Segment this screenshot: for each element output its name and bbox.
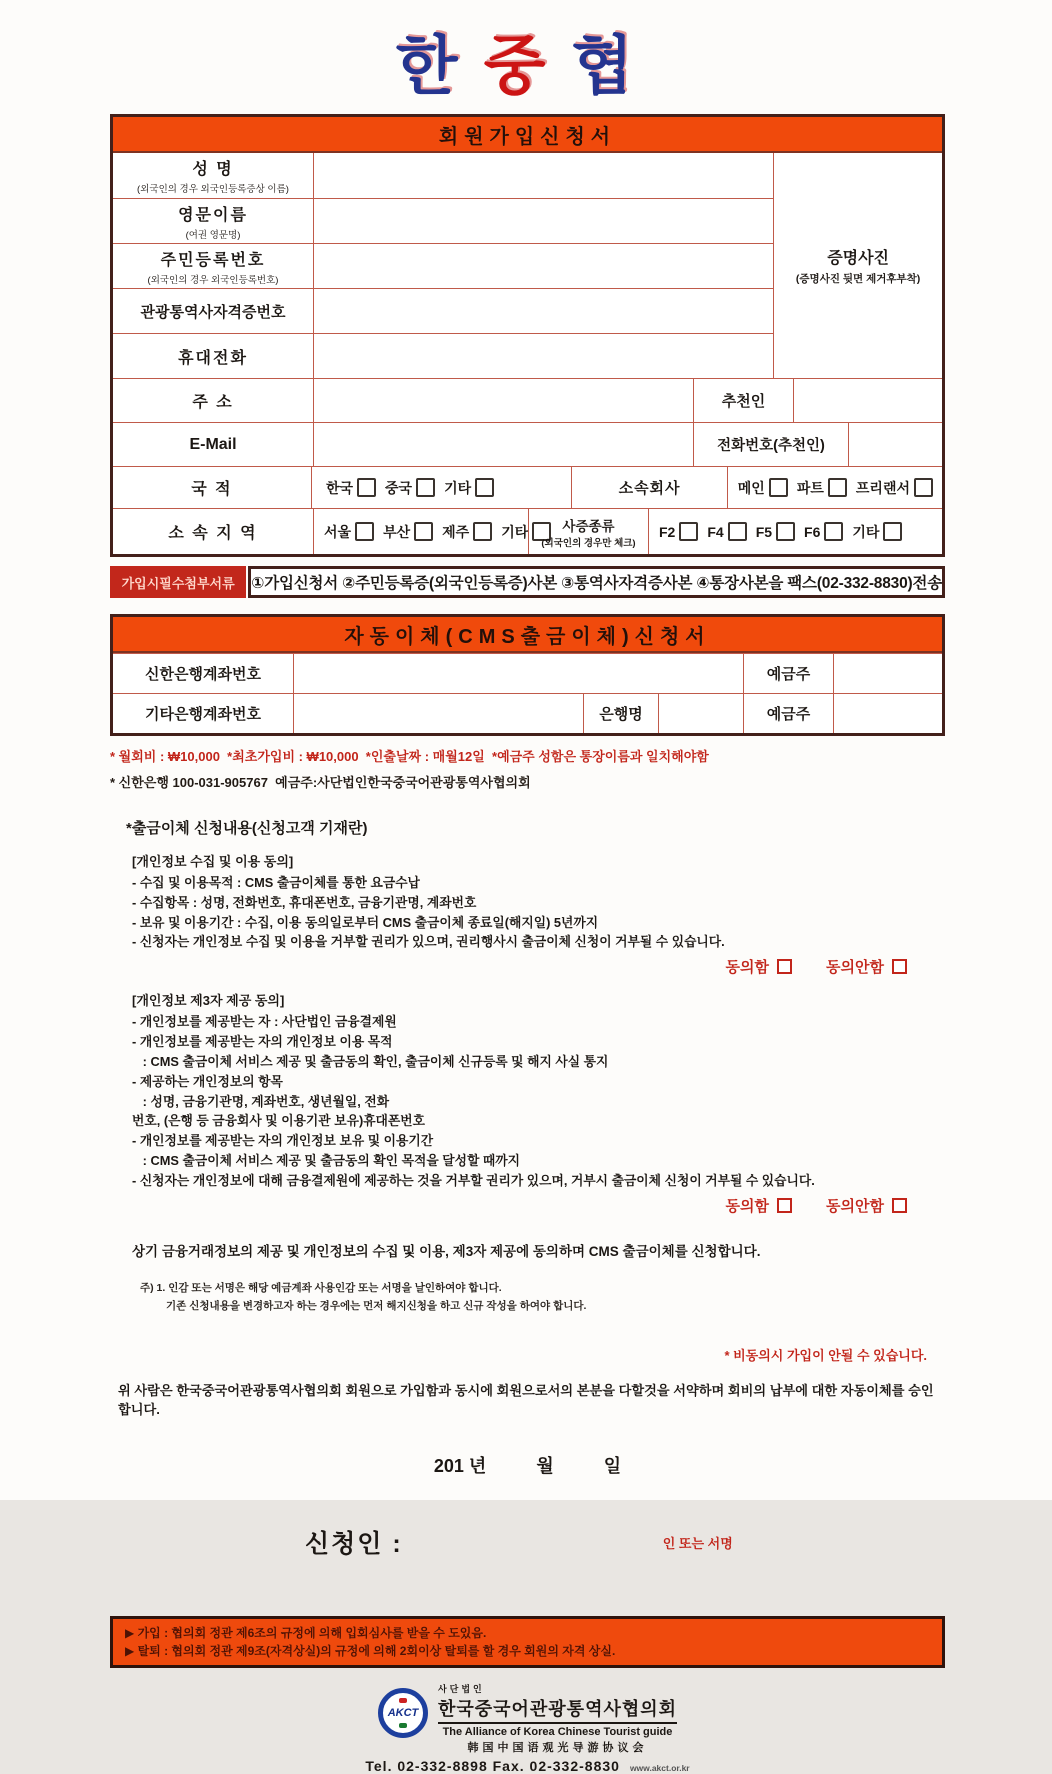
holder-label-2: 예금주 [743,694,833,733]
notice-label: 가입시필수첨부서류 [110,566,246,598]
checkbox-option [383,522,433,542]
non-consent-warning: * 비동의시 가입이 안될 수 있습니다. [724,1348,927,1364]
title-letter: 중 [483,30,572,102]
privacy-collection-consent-block: [개인정보 수집 및 이용 동의] - 수집 및 이용목적 : CMS 출금이체를 통한 요금수납 - 수집항목 : 성명, 전화번호, 휴대폰번호, 금융기관명, 계좌번호 - 보유 및 이용기간 : 수집, 이용 동의일로부터 CMS 출금이체 종료일(해지일) 5년까지 - 신청자는 개인정보 수집 및 이용을 거부할 권리가 있으며, 권리행사시 출금이체 신청이 거부될 수 있습니다. [132,851,945,952]
name-row [113,153,773,198]
consent-line: : 성명, 금융기관명, 계좌번호, 생년월일, 전화 [132,1093,390,1109]
notice-text: ①가입신청서 ②주민등록증(외국인등록증)사본 ③통역사자격증사본 ④통장사본을 팩스(02-332-8830)전송 [248,566,945,598]
checkbox-option [738,478,788,498]
license-input-cell[interactable] [313,289,773,333]
title-letter: 협 [571,30,660,102]
checkbox-option [442,522,492,542]
akct-logo: AKCT [378,1688,428,1738]
agree-checkbox[interactable] [777,959,792,974]
membership-form [110,114,945,557]
withdrawal-request-section-title: *출금이체 신청내용(신청고객 기재란) [126,820,368,837]
address-input-cell[interactable] [313,379,693,422]
org-name-chinese: 韩国中国语观光导游协议会 [467,1742,648,1755]
checkbox-option [756,522,795,541]
other-account-label: 기타은행계좌번호 [145,706,261,723]
shinhan-account-label: 신한은행계좌번호 [145,666,261,683]
checkbox-label: 기타 [852,523,880,540]
checkbox[interactable] [769,478,788,497]
nationality-row [113,466,942,508]
other-account-row [113,693,942,733]
photo-attach-cell[interactable]: 증명사진 (증명사진 뒷면 제거후부착) [773,153,942,378]
email-input-cell[interactable] [313,423,693,466]
checkbox-label: 서울 [324,523,352,540]
membership-pledge: 위 사람은 한국중국어관광통역사협의회 회원으로 가입함과 동시에 회원으로서의 본분을 다할것을 서약하며 회비의 납부에 대한 자동이체를 승인합니다. [118,1383,934,1418]
seal-note: 주) 1. 인감 또는 서명은 해당 예금계좌 사용인감 또는 서명을 날인하여야 합니다. 기존 신청내용을 변경하고자 하는 경우에는 먼저 해지신청을 하고 신규 작성을 하여야 합니다. [140,1281,587,1312]
disagree-label-2: 동의안함 [826,1197,884,1215]
shinhan-account-row [113,653,942,693]
checkbox-label: F2 [659,523,676,540]
disagree-checkbox[interactable] [892,959,907,974]
org-name-korean: 한국중국어관광통역사협의회 [438,1695,677,1724]
checkbox[interactable] [355,522,374,541]
disagree-checkbox-2[interactable] [892,1198,907,1213]
rrn-row [113,243,773,288]
consent-line: - 개인정보를 제공받는 자 : 사단법인 금융결제원 [132,1014,397,1030]
rrn-label: 주민등록번호 (외국인의 경우 외국인등록번호) [147,251,279,286]
rrn-input-cell[interactable] [313,244,773,288]
holder-input-cell[interactable] [833,654,942,693]
checkbox-option [707,522,746,541]
consent-line: : CMS 출금이체 서비스 제공 및 출금동의 확인 목적을 달성할 때까지 [132,1153,520,1169]
agree-label: 동의함 [725,959,770,977]
consent-line: - 제공하는 개인정보의 항목 [132,1073,283,1089]
address-row [113,378,942,422]
mobile-row [113,333,773,378]
checkbox-option [444,478,494,498]
shinhan-account-input-cell[interactable] [293,654,743,693]
third-party-consent-block: [개인정보 제3자 제공 동의] - 개인정보를 제공받는 자 : 사단법인 금융결제원 - 개인정보를 제공받는 자의 개인정보 이용 목적 : CMS 출금이체 서비스 제공 및 출금동의 확인, 출금이체 신규등록 및 해지 사실 통지 - 제공하는 개인정보의 항목 : 성명, 금융기관명, 계좌번호, 생년월일, 전화 번호, (은행 등 금융회사 및 이용기관 보유)휴대폰번호 - 개인정보를 제공받는 자의 개인정보 보유 및 이용기간 : CMS 출금이체 서비스 제공 및 출금동의 확인 목적을 달성할 때까지 - 신청자는 개인정보에 대해 금융결제원에 제공하는 것을 거부할 권리가 있으며, 거부시 출금이체 신청이 거부될 수 있습니다. [132,990,945,1190]
cms-form-header: 자동이체(CMS출금이체)신청서 [113,617,942,653]
applicant-signature-row [110,1524,945,1560]
checkbox[interactable] [824,522,843,541]
region-options [313,509,528,554]
eng-name-input-cell[interactable] [313,199,773,243]
cms-form [110,614,945,736]
logo-green-mark [399,1723,407,1728]
checkbox-label: F5 [755,523,773,540]
checkbox-label: 부산 [383,523,411,540]
address-label: 주 소 [192,394,234,411]
checkbox-option [385,478,435,498]
checkbox-label: F4 [707,523,724,540]
consent-line: - 보유 및 이용기간 : 수집, 이용 동의일로부터 CMS 출금이체 종료일(해지일) 5년까지 [132,914,599,930]
holder-input-cell-2[interactable] [833,694,942,733]
mobile-input-cell[interactable] [313,334,773,378]
eng-name-row [113,198,773,243]
visa-type-options [648,509,942,554]
checkbox[interactable] [414,522,433,541]
seal-or-signature-label: 인 또는 서명 [662,1535,733,1551]
website: www.akct.or.kr [629,1763,690,1774]
license-label: 관광통역사자격증번호 [140,303,286,321]
checkbox-option [659,522,698,541]
region-row [113,508,942,554]
rules-banner [110,1616,945,1668]
referrer-label: 추천인 [693,379,793,422]
checkbox-label: 중국 [385,479,413,496]
consent-summary: 상기 금융거래정보의 제공 및 개인정보의 수집 및 이용, 제3자 제공에 동의하며 CMS 출금이체를 신청합니다. [132,1243,761,1259]
consent-line: - 신청자는 개인정보에 대해 금융결제원에 제공하는 것을 거부할 권리가 있으며, 거부시 출금이체 신청이 거부될 수 있습니다. [132,1172,815,1188]
third-party-lines [132,1012,945,1190]
mobile-label: 휴대전화 [178,349,248,367]
checkbox-option [326,478,376,498]
checkbox-label: 제주 [442,523,470,540]
checkbox[interactable] [828,478,847,497]
checkbox[interactable] [883,522,902,541]
company-label: 소속회사 [571,467,726,508]
association-account-note: * 신한은행 100-031-905767 예금주:사단법인한국중국어관광통역사협의회 [110,775,531,790]
org-name-english: The Alliance of Korea Chinese Tourist guide [442,1726,673,1739]
name-label: 성 명 (외국인의 경우 외국인등록증상 이름) [137,161,289,195]
checkbox[interactable] [416,478,435,497]
region-label: 소 속 지 역 [168,525,258,542]
membership-form-header: 회원가입신청서 [113,117,942,153]
checkbox[interactable] [914,478,933,497]
referrer-phone-input-cell[interactable] [848,423,942,466]
checkbox-label: 기타 [501,523,529,540]
checkbox-option [856,478,933,498]
required-documents-notice [110,566,945,598]
checkbox[interactable] [679,522,698,541]
checkbox-option [324,522,374,542]
consent1-agree-row [110,956,907,977]
consent2-agree-row [110,1195,907,1216]
checkbox[interactable] [357,478,376,497]
checkbox[interactable] [473,522,492,541]
checkbox[interactable] [475,478,494,497]
consent-line: 번호, (은행 등 금융회사 및 이용기관 보유)휴대폰번호 [132,1113,426,1129]
name-input-cell[interactable] [313,153,773,198]
referrer-phone-label: 전화번호(추천인) [693,423,848,466]
bank-name-label: 은행명 [583,694,658,733]
consent-line: - 수집항목 : 성명, 전화번호, 휴대폰번호, 금융기관명, 계좌번호 [132,894,477,910]
consent-line: - 개인정보를 제공받는 자의 개인정보 보유 및 이용기간 [132,1133,434,1149]
date-line: 201 년 월 일 [433,1456,622,1477]
nationality-label: 국 적 [191,481,233,498]
checkbox-label: 한국 [325,479,353,496]
checkbox-option [804,522,843,541]
consent-line: - 신청자는 개인정보 수집 및 이용을 거부할 권리가 있으며, 권리행사시 출금이체 신청이 거부될 수 있습니다. [132,934,725,950]
checkbox[interactable] [776,522,795,541]
agree-label-2: 동의함 [725,1197,770,1215]
checkbox-label: 기타 [444,479,472,496]
consent-line: - 개인정보를 제공받는 자의 개인정보 이용 목적 [132,1034,393,1050]
org-type-label: 사단법인 [437,1684,485,1695]
other-account-input-cell[interactable] [293,694,583,733]
organization-footer [110,1682,945,1774]
checkbox-label: 메인 [737,479,765,496]
nationality-options [311,467,571,508]
logo-red-mark [399,1698,407,1703]
email-label: E-Mail [189,435,237,453]
checkbox-label: 프리랜서 [855,479,910,496]
company-type-options [727,467,942,508]
doc-title [110,0,945,102]
fee-note: * 월회비 : ₩10,000 *최초가입비 : ₩10,000 *인출날짜 : 매월12일 *예금주 성함은 통장이름과 일치해야함 [110,749,709,764]
applicant-label: 신청인 : [305,1530,403,1559]
title-letter: 한 [395,30,484,102]
checkbox-option [797,478,847,498]
consent-line: : CMS 출금이체 서비스 제공 및 출금동의 확인, 출금이체 신규등록 및 해지 사실 통지 [132,1053,609,1069]
bank-name-input-cell[interactable] [658,694,743,733]
checkbox-label: F6 [804,523,821,540]
license-row [113,288,773,333]
checkbox-label: 파트 [796,479,824,496]
join-rule: ▶ 가입 : 협의회 정관 제6조의 규정에 의해 입회심사를 받을 수 도있음. [125,1626,487,1641]
disagree-label: 동의안함 [826,959,884,977]
checkbox-option [852,522,902,542]
contact-numbers: Tel. 02-332-8898 Fax. 02-332-8830 [365,1758,620,1774]
eng-name-label: 영문이름 (여권 영문명) [178,206,248,241]
withdraw-rule: ▶ 탈퇴 : 협의회 정관 제9조(자격상실)의 규정에 의해 2회이상 탈퇴를 할 경우 회원의 자격 상실. [125,1644,616,1659]
referrer-input-cell[interactable] [793,379,942,422]
checkbox[interactable] [728,522,747,541]
agree-checkbox-2[interactable] [777,1198,792,1213]
privacy-collection-lines [132,873,945,952]
holder-label: 예금주 [743,654,833,693]
email-row [113,422,942,466]
visa-type-label: 사증종류 (외국인의 경우만 체크) [528,509,648,554]
consent-line: - 수집 및 이용목적 : CMS 출금이체를 통한 요금수납 [132,875,420,890]
